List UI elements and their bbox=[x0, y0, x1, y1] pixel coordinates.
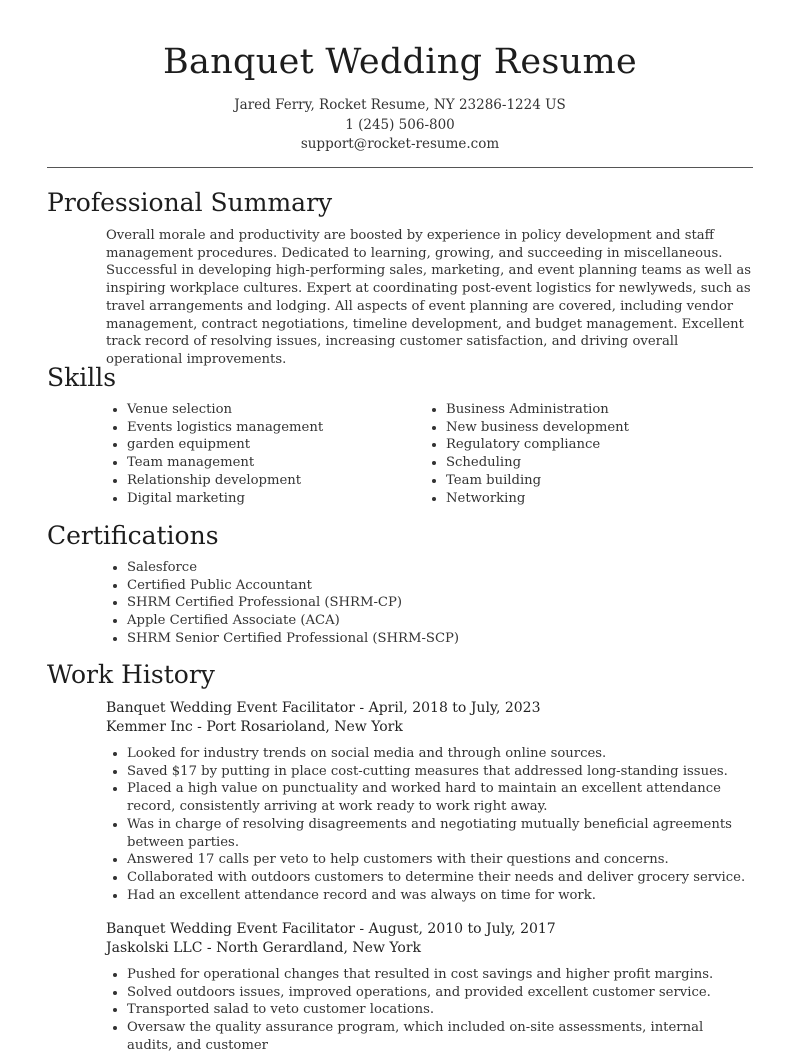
duty-item: • Solved outdoors issues, improved operations, and provided excellent customer service. bbox=[127, 984, 747, 1002]
job-title-line: Banquet Wedding Event Facilitator - August, 2010 to July, 2017 bbox=[106, 921, 556, 937]
skill-item: • New business development bbox=[446, 419, 726, 437]
job-company-line: Kemmer Inc - Port Rosarioland, New York bbox=[106, 719, 403, 735]
certification-item: • Salesforce bbox=[127, 559, 707, 577]
skill-item: • Relationship development bbox=[127, 472, 407, 490]
job-dates: August, 2010 to July, 2017 bbox=[368, 921, 556, 937]
duty-item: • Saved $17 by putting in place cost-cutting measures that addressed long-standing issues. bbox=[127, 763, 747, 781]
certification-item: • SHRM Senior Certified Professional (SHRM-SCP) bbox=[127, 630, 707, 648]
duty-item: • Transported salad to veto customer locations. bbox=[127, 1001, 747, 1019]
duty-item: • Collaborated with outdoors customers to determine their needs and deliver grocery service. bbox=[127, 869, 747, 887]
skill-item: • Events logistics management bbox=[127, 419, 407, 437]
contact-address: Jared Ferry, Rocket Resume, NY 23286-1224 US bbox=[234, 97, 566, 113]
job-duties bbox=[107, 966, 747, 1055]
job-title-line: Banquet Wedding Event Facilitator - April, 2018 to July, 2023 bbox=[106, 700, 541, 716]
duty-item: • Oversaw the quality assurance program, which included on-site assessments, internal audits, and customer bbox=[127, 1019, 747, 1054]
contact-email: support@rocket-resume.com bbox=[300, 136, 500, 152]
job-role: Banquet Wedding Event Facilitator bbox=[106, 921, 355, 937]
job-company-line: Jaskolski LLC - North Gerardland, New York bbox=[106, 940, 422, 956]
skill-item: • Networking bbox=[446, 490, 726, 508]
certification-item: • Certified Public Accountant bbox=[127, 577, 707, 595]
summary-heading: Professional Summary bbox=[47, 188, 333, 217]
duty-item: • Was in charge of resolving disagreements and negotiating mutually beneficial agreements between parties. bbox=[127, 816, 747, 851]
certification-item: • Apple Certified Associate (ACA) bbox=[127, 612, 707, 630]
skills-left-column bbox=[107, 401, 407, 507]
skill-item: • Digital marketing bbox=[127, 490, 407, 508]
skill-item: • Venue selection bbox=[127, 401, 407, 419]
duty-item: • Answered 17 calls per veto to help customers with their questions and concerns. bbox=[127, 851, 747, 869]
skill-item: • garden equipment bbox=[127, 436, 407, 454]
skills-heading: Skills bbox=[47, 363, 117, 392]
certifications-list bbox=[107, 559, 707, 648]
job-company: Jaskolski LLC bbox=[106, 940, 203, 956]
work-history-heading: Work History bbox=[47, 660, 215, 689]
duty-item: • Placed a high value on punctuality and worked hard to maintain an excellent attendance record, consistently arriving at work ready to work right away. bbox=[127, 780, 747, 815]
job-location: North Gerardland, New York bbox=[216, 940, 422, 956]
skill-item: • Team management bbox=[127, 454, 407, 472]
duty-item: • Looked for industry trends on social media and through online sources. bbox=[127, 745, 747, 763]
summary-text: Overall morale and productivity are boosted by experience in policy development and staff management procedures. Dedicated to learning, growing, and succeeding in miscellaneous. Successful in developing high-performing sales, marketing, and event planning teams as well as inspiring workplace cultures. Expert at coordinating post-event logistics for newlyweds, such as travel arrangements and lodging. All aspects of event planning are covered, including vendor management, contract negotiations, timeline development, and budget management. Excellent track record of resolving issues, increasing customer satisfaction, and driving overall operational improvements. bbox=[106, 228, 751, 367]
skills-left-list bbox=[107, 401, 407, 507]
job-dates: April, 2018 to July, 2023 bbox=[368, 700, 541, 716]
job-company: Kemmer Inc bbox=[106, 719, 193, 735]
duty-item: • Had an excellent attendance record and was always on time for work. bbox=[127, 887, 747, 905]
job-location: Port Rosarioland, New York bbox=[206, 719, 403, 735]
skill-item: • Regulatory compliance bbox=[446, 436, 726, 454]
contact-phone: 1 (245) 506-800 bbox=[345, 116, 455, 133]
certifications-heading: Certifications bbox=[47, 521, 219, 550]
skills-right-list bbox=[426, 401, 726, 507]
certification-item: • SHRM Certified Professional (SHRM-CP) bbox=[127, 594, 707, 612]
resume-title: Banquet Wedding Resume bbox=[163, 42, 637, 82]
skill-item: • Team building bbox=[446, 472, 726, 490]
job-duties bbox=[107, 745, 747, 904]
job-duties-list bbox=[107, 966, 747, 1055]
skill-item: • Business Administration bbox=[446, 401, 726, 419]
job-role: Banquet Wedding Event Facilitator bbox=[106, 700, 355, 716]
job-duties-list bbox=[107, 745, 747, 904]
skill-item: • Scheduling bbox=[446, 454, 726, 472]
duty-item: • Pushed for operational changes that resulted in cost savings and higher profit margins. bbox=[127, 966, 747, 984]
resume-header bbox=[0, 0, 800, 155]
skills-right-column bbox=[426, 401, 726, 507]
certifications-block bbox=[107, 559, 707, 648]
header-divider bbox=[47, 167, 753, 168]
